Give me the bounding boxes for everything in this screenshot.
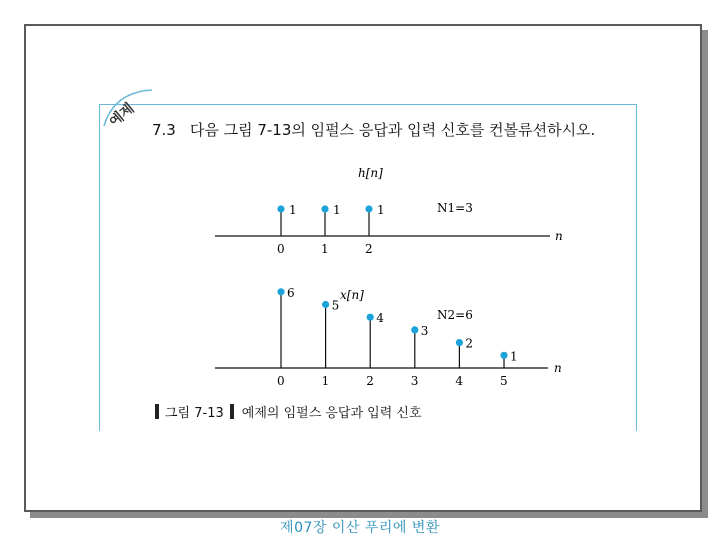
bottom-stem-dot bbox=[277, 288, 284, 295]
top-stem-value: 1 bbox=[333, 203, 341, 217]
bottom-stem-value: 1 bbox=[510, 349, 518, 364]
bottom-plot-label: x[n] bbox=[340, 288, 364, 302]
bottom-stem-dot bbox=[456, 339, 463, 346]
bottom-stem-value: 5 bbox=[331, 298, 340, 313]
bottom-tick-label: 3 bbox=[410, 374, 419, 388]
bottom-stem-value: 3 bbox=[420, 323, 429, 338]
problem-number: 7.3 bbox=[152, 121, 176, 139]
caption-bar-left bbox=[155, 404, 159, 419]
bottom-stem-value: 4 bbox=[376, 311, 384, 326]
bottom-stem-dot bbox=[322, 301, 329, 308]
bottom-stem-value: 2 bbox=[465, 336, 474, 351]
bottom-tick-label: 4 bbox=[455, 374, 464, 388]
top-plot-label: h[n] bbox=[358, 166, 383, 180]
top-n-label: n bbox=[555, 229, 563, 243]
bottom-plot bbox=[215, 286, 562, 388]
top-stem-value: 1 bbox=[377, 203, 385, 217]
caption-text: 예제의 임펄스 응답과 입력 신호 bbox=[241, 406, 422, 421]
footer-title: 제07장 이산 푸리에 변환 bbox=[280, 520, 440, 536]
figure-caption bbox=[155, 402, 422, 421]
top-stem-dot bbox=[321, 205, 328, 212]
caption-figure-label: 그림 7-13 bbox=[165, 406, 224, 421]
bottom-stem-value: 6 bbox=[287, 285, 295, 300]
top-tick-label: 0 bbox=[277, 242, 285, 256]
problem-text: 다음 그림 7-13의 임펄스 응답과 입력 신호를 컨볼류션하시오. bbox=[189, 121, 596, 139]
bottom-n-label: n bbox=[554, 361, 562, 375]
bottom-stem-dot bbox=[367, 314, 374, 321]
top-plot-note: N1=3 bbox=[437, 201, 473, 215]
example-badge-text: 예제 bbox=[106, 100, 138, 131]
bottom-tick-label: 2 bbox=[366, 374, 374, 388]
caption-bar-right bbox=[230, 404, 234, 419]
top-stem-value: 1 bbox=[289, 203, 297, 217]
bottom-tick-label: 5 bbox=[500, 374, 508, 388]
bottom-stem-dot bbox=[500, 352, 507, 359]
top-stem-dot bbox=[365, 205, 372, 212]
top-tick-label: 1 bbox=[321, 242, 329, 256]
bottom-stem-dot bbox=[411, 326, 418, 333]
bottom-tick-label: 1 bbox=[321, 374, 330, 388]
bottom-tick-label: 0 bbox=[277, 374, 285, 388]
top-plot bbox=[215, 166, 563, 256]
top-stem-dot bbox=[277, 205, 284, 212]
bottom-plot-note: N2=6 bbox=[437, 308, 473, 322]
top-tick-label: 2 bbox=[365, 242, 373, 256]
